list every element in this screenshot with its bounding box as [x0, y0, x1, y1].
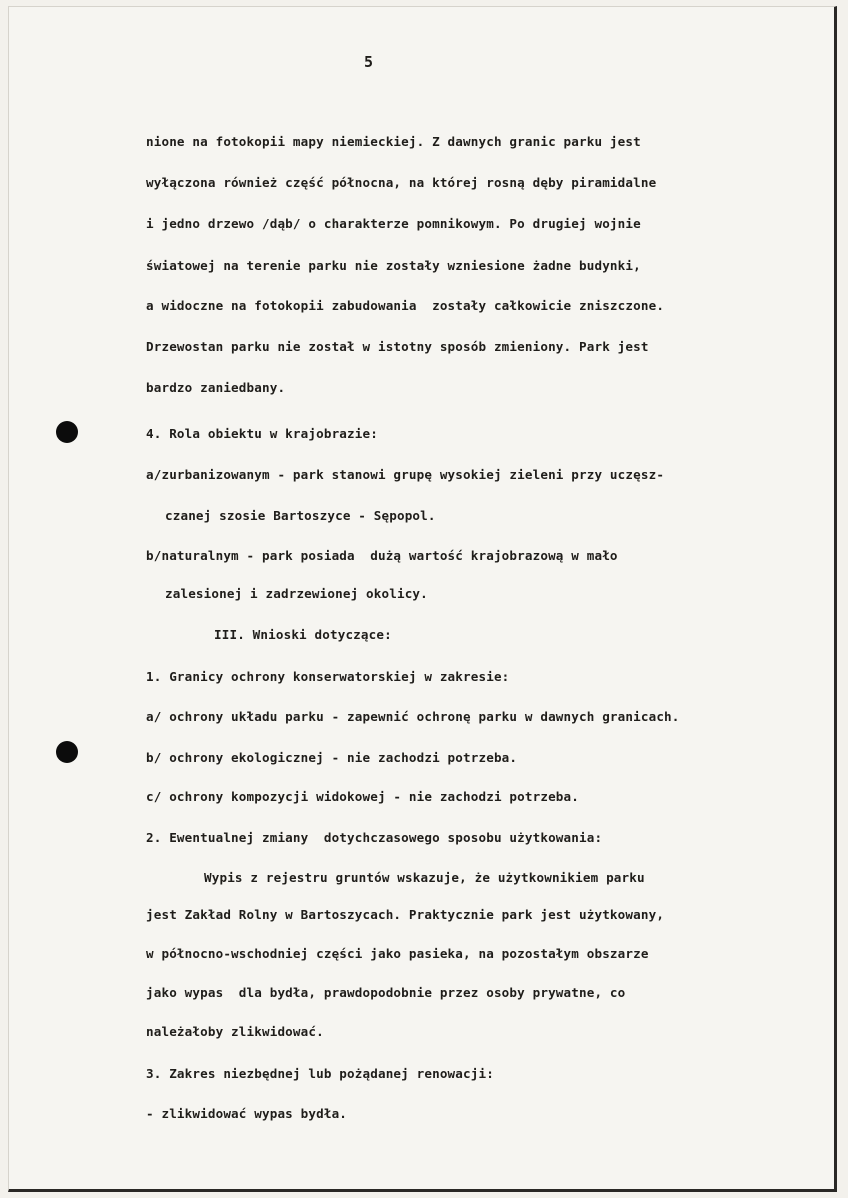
text-line: a/zurbanizowanym - park stanowi grupę wysokiej zieleni przy uczęsz-: [146, 467, 665, 482]
punch-hole-lower: [56, 741, 78, 763]
text-line: w północno-wschodniej części jako pasieka, na pozostałym obszarze: [146, 946, 649, 961]
text-line: jako wypas dla bydła, prawdopodobnie przez osoby prywatne, co: [146, 985, 626, 1000]
text-line: 1. Granicy ochrony konserwatorskiej w zakresie:: [146, 669, 510, 684]
text-line: - zlikwidować wypas bydła.: [146, 1106, 348, 1121]
text-line: Drzewostan parku nie został w istotny sposób zmieniony. Park jest: [146, 339, 649, 354]
text-line: nione na fotokopii mapy niemieckiej. Z dawnych granic parku jest: [146, 134, 641, 149]
text-line: a widoczne na fotokopii zabudowania zostały całkowicie zniszczone.: [146, 298, 665, 313]
section-heading: III. Wnioski dotyczące:: [214, 627, 392, 642]
text-line: 3. Zakres niezbędnej lub pożądanej renowacji:: [146, 1066, 494, 1081]
text-line: światowej na terenie parku nie zostały wzniesione żadne budynki,: [146, 258, 641, 273]
text-line: jest Zakład Rolny w Bartoszycach. Praktycznie park jest użytkowany,: [146, 907, 665, 922]
text-line: a/ ochrony układu parku - zapewnić ochronę parku w dawnych granicach.: [146, 709, 680, 724]
text-line: Wypis z rejestru gruntów wskazuje, że użytkownikiem parku: [204, 870, 645, 885]
text-line: wyłączona również część północna, na której rosną dęby piramidalne: [146, 175, 657, 190]
text-line: należałoby zlikwidować.: [146, 1024, 324, 1039]
text-line: c/ ochrony kompozycji widokowej - nie zachodzi potrzeba.: [146, 789, 579, 804]
punch-hole-upper: [56, 421, 78, 443]
text-line: b/naturalnym - park posiada dużą wartość krajobrazową w mało: [146, 548, 618, 563]
text-line: czanej szosie Bartoszyce - Sępopol.: [165, 508, 436, 523]
section-heading: 4. Rola obiektu w krajobrazie:: [146, 426, 378, 441]
text-line: b/ ochrony ekologicznej - nie zachodzi potrzeba.: [146, 750, 518, 765]
text-line: 2. Ewentualnej zmiany dotychczasowego sposobu użytkowania:: [146, 830, 603, 845]
text-line: i jedno drzewo /dąb/ o charakterze pomnikowym. Po drugiej wojnie: [146, 216, 641, 231]
text-line: bardzo zaniedbany.: [146, 380, 286, 395]
text-line: zalesionej i zadrzewionej okolicy.: [165, 586, 428, 601]
page-number: 5: [364, 53, 374, 71]
